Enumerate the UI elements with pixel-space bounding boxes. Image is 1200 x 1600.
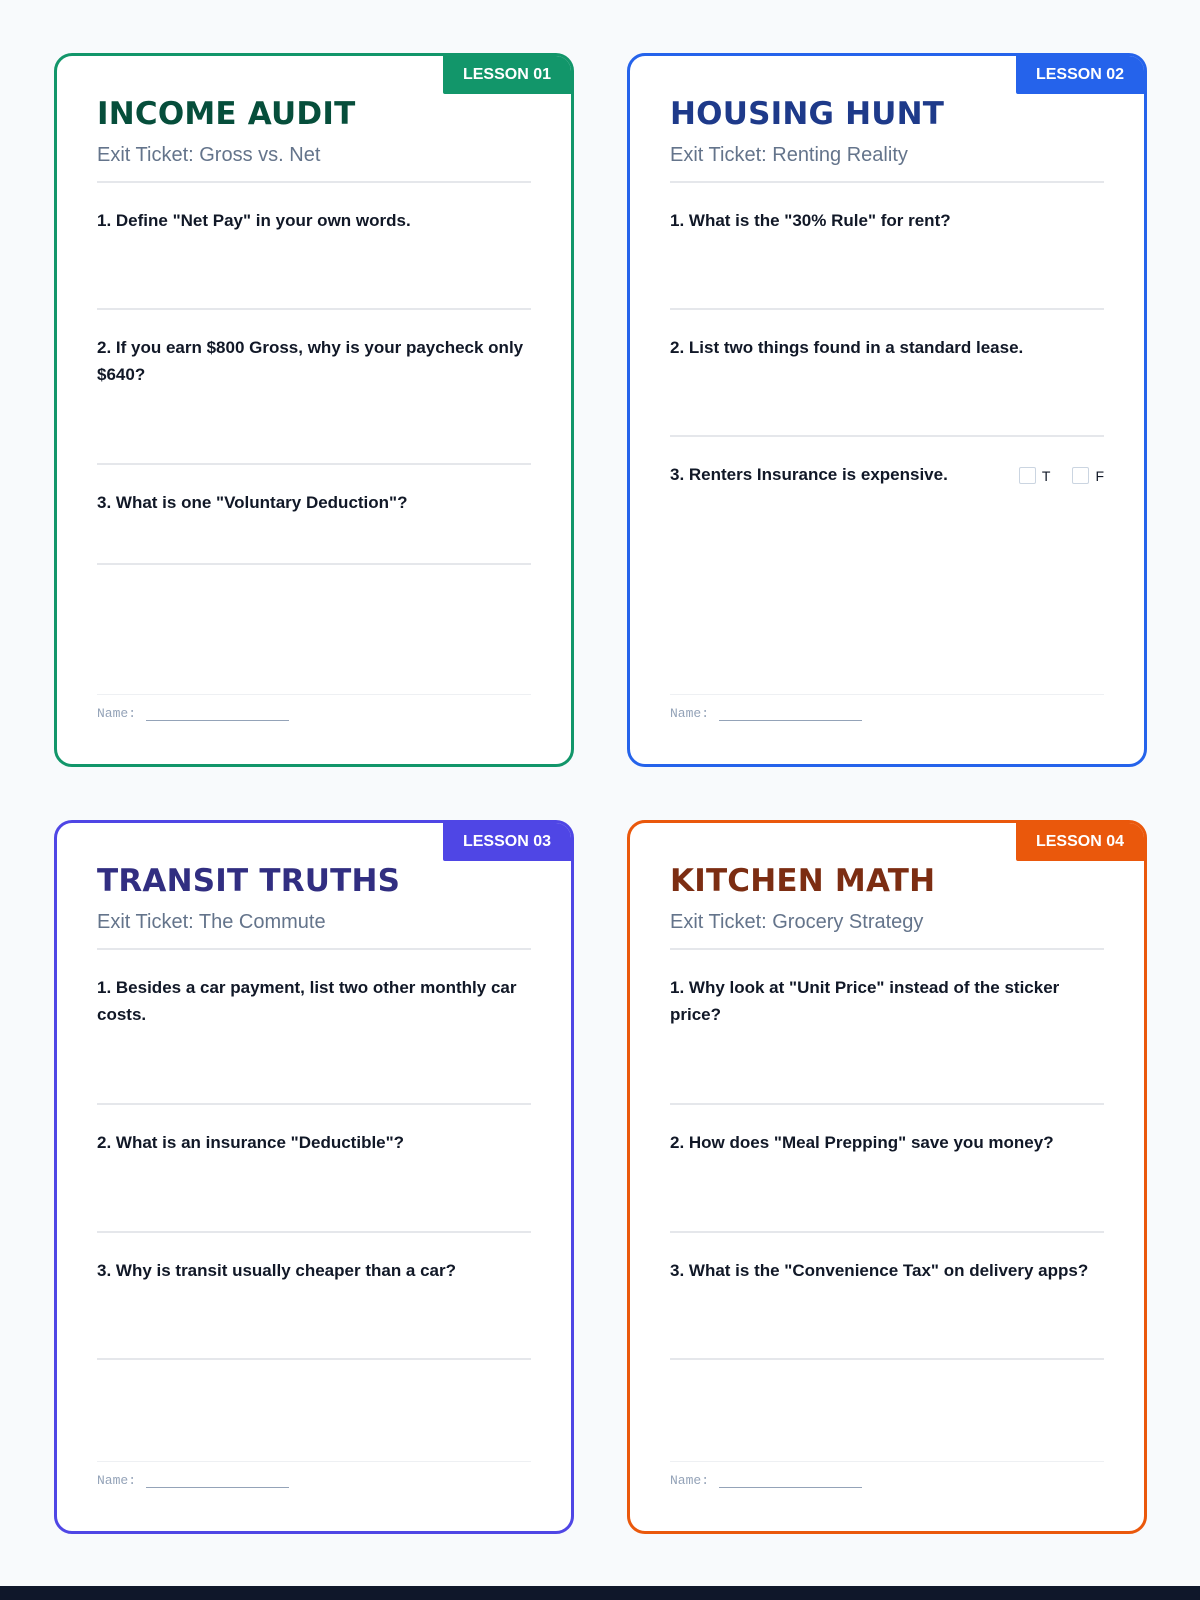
true-false-options (1019, 467, 1104, 484)
name-label: Name: (97, 1473, 137, 1488)
lesson-badge: LESSON 02 (1016, 56, 1144, 94)
question-text: 2. List two things found in a standard lease. (670, 338, 1024, 357)
card-title: INCOME AUDIT (97, 96, 356, 132)
name-label: Name: (97, 706, 137, 721)
name-label: Name: (670, 1473, 710, 1488)
name-footer (670, 694, 1104, 721)
question-text: 2. If you earn $800 Gross, why is your paycheck only $640? (97, 338, 524, 384)
false-checkbox[interactable] (1072, 467, 1089, 484)
name-label: Name: (670, 706, 710, 721)
question-text: 2. How does "Meal Prepping" save you money? (670, 1133, 1054, 1152)
lesson-badge: LESSON 03 (443, 823, 571, 861)
name-footer (670, 1461, 1104, 1488)
question-text: 3. What is the "Convenience Tax" on delivery apps? (670, 1261, 1089, 1280)
question-text: 2. What is an insurance "Deductible"? (97, 1133, 405, 1152)
lesson-badge: LESSON 01 (443, 56, 571, 94)
card-income-audit (54, 53, 574, 767)
question-3[interactable] (97, 1233, 531, 1360)
card-transit-truths (54, 820, 574, 1534)
name-input-line[interactable] (146, 1473, 289, 1488)
question-text: 1. Besides a car payment, list two other monthly car costs. (97, 978, 517, 1024)
question-1[interactable] (97, 950, 531, 1105)
name-input-line[interactable] (146, 706, 289, 721)
question-text: 1. Define "Net Pay" in your own words. (97, 211, 411, 230)
question-text: 3. What is one "Voluntary Deduction"? (97, 493, 408, 512)
question-1[interactable] (670, 950, 1104, 1105)
question-text: 3. Why is transit usually cheaper than a car? (97, 1261, 457, 1280)
card-kitchen-math (627, 820, 1147, 1534)
question-3 (670, 437, 1104, 497)
question-text: 3. Renters Insurance is expensive. (670, 465, 948, 484)
card-subtitle: Exit Ticket: Renting Reality (670, 144, 908, 166)
question-2[interactable] (670, 310, 1104, 437)
question-3[interactable] (670, 1233, 1104, 1360)
card-title: HOUSING HUNT (670, 96, 945, 132)
question-2[interactable] (670, 1105, 1104, 1233)
question-text: 1. Why look at "Unit Price" instead of the sticker price? (670, 978, 1060, 1024)
name-footer (97, 694, 531, 721)
card-housing-hunt (627, 53, 1147, 767)
question-text: 1. What is the "30% Rule" for rent? (670, 211, 951, 230)
bottom-bar (0, 1586, 1200, 1600)
name-input-line[interactable] (719, 1473, 862, 1488)
exit-ticket-grid (54, 53, 1147, 1534)
false-label: F (1095, 467, 1104, 484)
question-3[interactable] (97, 465, 531, 565)
question-2[interactable] (97, 1105, 531, 1233)
true-label: T (1041, 467, 1051, 484)
true-checkbox[interactable] (1019, 467, 1036, 484)
question-2[interactable] (97, 310, 531, 465)
card-subtitle: Exit Ticket: Grocery Strategy (670, 911, 924, 933)
card-title: TRANSIT TRUTHS (97, 863, 401, 899)
card-subtitle: Exit Ticket: Gross vs. Net (97, 144, 321, 166)
name-input-line[interactable] (719, 706, 862, 721)
card-title: KITCHEN MATH (670, 863, 936, 899)
lesson-badge: LESSON 04 (1016, 823, 1144, 861)
name-footer (97, 1461, 531, 1488)
question-1[interactable] (670, 183, 1104, 310)
question-1[interactable] (97, 183, 531, 310)
card-subtitle: Exit Ticket: The Commute (97, 911, 326, 933)
